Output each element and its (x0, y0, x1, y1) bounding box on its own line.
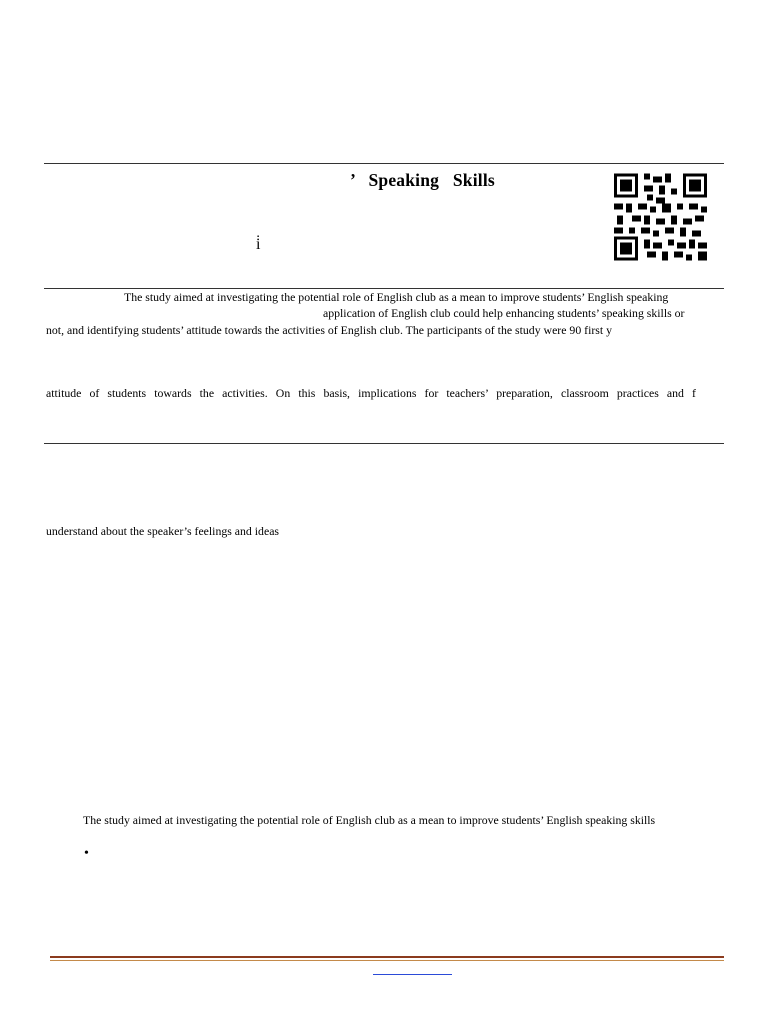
header-rule-bottom (44, 288, 724, 289)
abstract-rule-bottom (44, 443, 724, 444)
footer-link-underline[interactable] (373, 974, 452, 975)
qr-code-icon (614, 173, 707, 261)
article-title: ’ Speaking Skills (350, 170, 495, 190)
abstract-line-3: not, and identifying students’ attitude towards the activities of English club. The participants of the study were 90 first y (46, 323, 613, 337)
footer-rule-dark (50, 956, 724, 958)
abstract-line-4: attitude of students towards the activities. On this basis, implications for teachers’ preparation, classroom practices and f (46, 386, 696, 400)
body-line-1: understand about the speaker’s feelings and ideas (46, 524, 280, 538)
abstract-line-1: The study aimed at investigating the potential role of English club as a mean to improve students’ English speaking (124, 290, 669, 304)
bullet-point: • (84, 846, 89, 861)
header-rule-top (44, 163, 724, 164)
body-line-2: The study aimed at investigating the potential role of English club as a mean to improve students’ English speaking skills (83, 813, 656, 827)
footer-rule-light (50, 960, 724, 961)
author-mark: i̇ (256, 236, 261, 253)
abstract-line-2: application of English club could help enhancing students’ speaking skills or (323, 306, 685, 320)
